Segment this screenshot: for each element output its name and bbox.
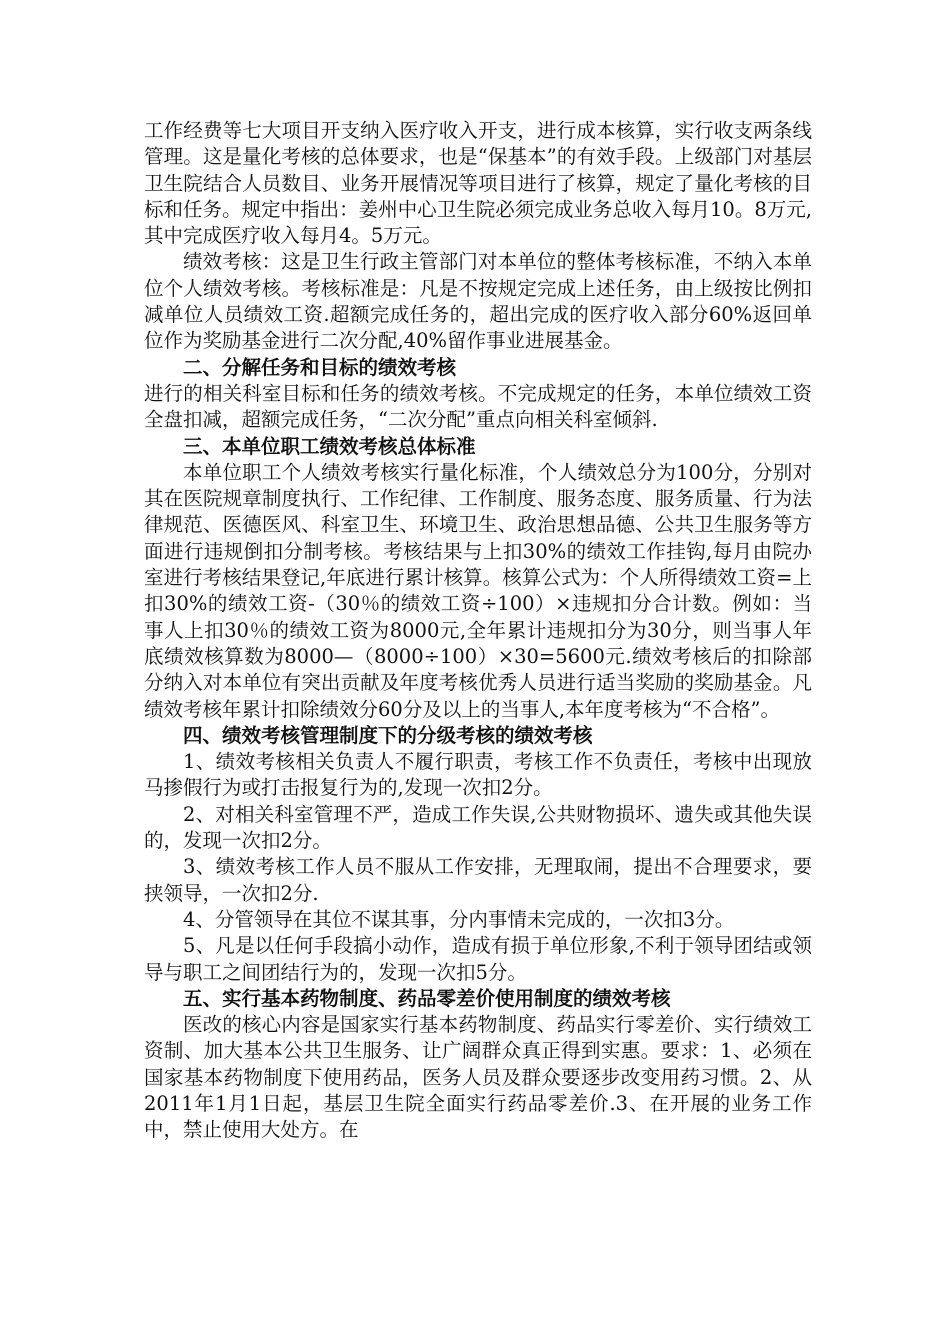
list-item-rule-5: 5、凡是以任何手段搞小动作，造成有损于单位形象,不利于领导团结或领导与职工之间团结行为的，发现一次扣5分。 [144,934,812,984]
list-item-rule-2: 2、对相关科室管理不严，造成工作失误,公共财物损坏、遗失或其他失误的，发现一次扣2分。 [144,802,812,853]
list-item-rule-3: 3、绩效考核工作人员不服从工作安排，无理取闹，提出不合理要求，要挟领导，一次扣2分. [144,855,812,905]
list-item-rule-1: 1、绩效考核相关负责人不履行职责，考核工作不负责任，考核中出现放马掺假行为或打击报复行为的,发现一次扣2分。 [144,750,812,800]
paragraph-medical-reform: 医改的核心内容是国家实行基本药物制度、药品实行零差价、实行绩效工资制、加大基本公共卫生服务、让广阔群众真正得到实惠。要求：1、必须在国家基本药物制度下使用药品，医务人员及群众要逐步改变用药习惯。2、从2011年1月1日起，基层卫生院全面实行药品零差价.3、在开展的业务工作中，禁止使用大处方。在 [144,1013,812,1142]
section-heading-3: 三、本单位职工绩效考核总体标准 [183,434,476,458]
section-heading-4: 四、绩效考核管理制度下的分级考核的绩效考核 [183,723,593,747]
paragraph-department-tasks: 进行的相关科室目标和任务的绩效考核。不完成规定的任务，本单位绩效工资全盘扣减，超额完成任务，“二次分配”重点向相关科室倾斜. [144,381,812,432]
paragraph-staff-standards: 本单位职工个人绩效考核实行量化标准，个人绩效总分为100分，分别对其在医院规章制度执行、工作纪律、工作制度、服务态度、服务质量、行为法律规范、医德医风、科室卫生、环境卫生、政治思想品德、公共卫生服务等方面进行违规倒扣分制考核。考核结果与上扣30%的绩效工作挂钩,每月由院办室进行考核结果登记,年底进行累计核算。核算公式为：个人所得绩效工资=上扣30%的绩效工资-（30％的绩效工资÷100）×违规扣分合计数。例如：当事人上扣30％的绩效工资为8000元,全年累计违规扣分为30分，则当事人年底绩效核算数为8000—（8000÷100）×30=5600元.绩效考核后的扣除部分纳入对本单位有突出贡献及年度考核优秀人员进行适当奖励的奖励基金。凡绩效考核年累计扣除绩效分60分及以上的当事人,本年度考核为“不合格”。 [144,460,812,721]
document-page [144,118,812,1144]
section-heading-5: 五、实行基本药物制度、药品零差价使用制度的绩效考核 [183,986,671,1010]
paragraph-income-targets: 工作经费等七大项目开支纳入医疗收入开支，进行成本核算，实行收支两条线管理。这是量化考核的总体要求，也是“保基本”的有效手段。上级部门对基层卫生院结合人员数目、业务开展情况等项目进行了核算，规定了量化考核的目标和任务。规定中指出：姜州中心卫生院必须完成业务总收入每月10。8万元,其中完成医疗收入每月4。5万元。 [144,119,812,248]
paragraph-performance-assessment: 绩效考核：这是卫生行政主管部门对本单位的整体考核标准，不纳入本单位个人绩效考核。考核标准是：凡是不按规定完成上述任务，由上级按比例扣减单位人员绩效工资.超额完成任务的，超出完成的医疗收入部分60%返回单位作为奖励基金进行二次分配,40%留作事业进展基金。 [144,250,812,353]
section-heading-2: 二、分解任务和目标的绩效考核 [183,355,457,379]
list-item-rule-4: 4、分管领导在其位不谋其事，分内事情未完成的，一次扣3分。 [183,907,735,931]
